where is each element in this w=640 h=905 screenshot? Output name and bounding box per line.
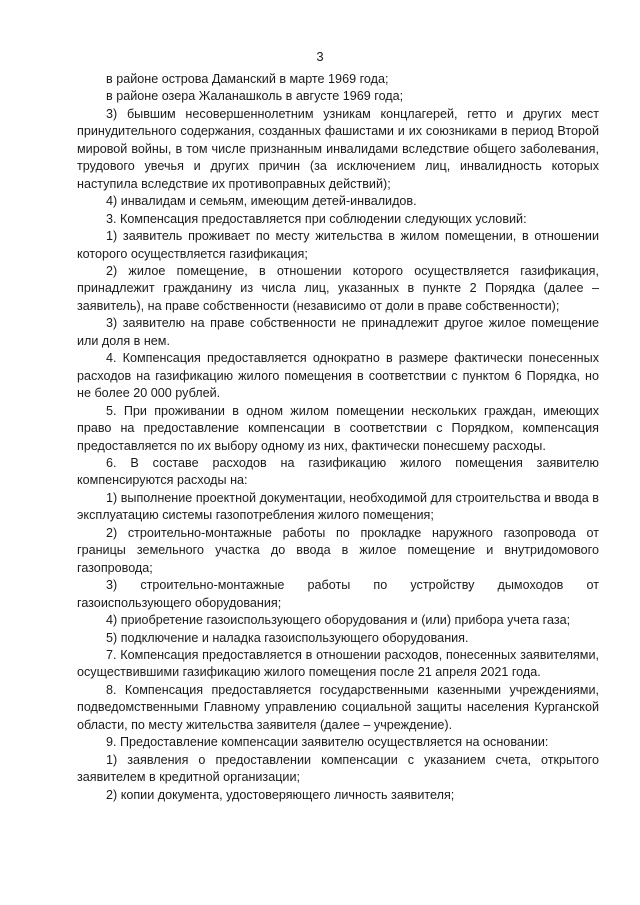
expense-2-gas-pipeline: 2) строительно-монтажные работы по прокладке наружного газопровода от границы земельного участка до ввода в жилое помещение и внутридомового газопровода; bbox=[77, 525, 599, 575]
list-item-concentration-camp-prisoners: 3) бывшим несовершеннолетним узникам концлагерей, гетто и других мест принудительного содержания, созданных фашистами и их союзниками в период Второй мировой войны, в том числе признанным инвалидами вследствие общего заболевания, трудового увечья и других причин (за исключением лиц, инвалидность которых наступила вследствие их противоправных действий); bbox=[77, 106, 599, 191]
condition-3-no-other-dwelling: 3) заявителю на праве собственности не принадлежит другое жилое помещение или доля в нем. bbox=[77, 316, 599, 348]
clause-9-grounds: 9. Предоставление компенсации заявителю осуществляется на основании: bbox=[106, 735, 549, 750]
ground-1-application: 1) заявления о предоставлении компенсации с указанием счета, открытого заявителем в кредитной организации; bbox=[77, 752, 599, 785]
clause-3-conditions: 3. Компенсация предоставляется при соблюдении следующих условий: bbox=[106, 211, 527, 226]
clause-5-multiple-residents: 5. При проживании в одном жилом помещении нескольких граждан, имеющих право на предоставление компенсации в соответствии с Порядком, компенсация предоставляется по их выбору одному из них, фактически понесшему расходы. bbox=[77, 403, 599, 453]
clause-4-amount: 4. Компенсация предоставляется однократно в размере фактически понесенных расходов на газификацию жилого помещения в соответствии с пунктом 6 Порядка, но не более 20 000 рублей. bbox=[77, 351, 599, 401]
expense-4-equipment: 4) приобретение газоиспользующего оборудования и (или) прибора учета газа; bbox=[106, 613, 571, 628]
condition-1-residence: 1) заявитель проживает по месту жительства в жилом помещении, в отношении которого осуществляется газификация; bbox=[77, 229, 599, 261]
list-item-zhalanashkol: в районе озера Жаланашколь в августе 1969 года; bbox=[106, 89, 404, 104]
clause-7-date-limit: 7. Компенсация предоставляется в отношении расходов, понесенных заявителями, осуществившими газификацию жилого помещения после 21 апреля 2021 года. bbox=[77, 647, 599, 680]
list-item-disabled-families: 4) инвалидам и семьям, имеющим детей-инвалидов. bbox=[106, 194, 417, 209]
clause-6-expenses: 6. В составе расходов на газификацию жилого помещения заявителю компенсируются расходы на: bbox=[77, 455, 599, 488]
list-item-damansky: в районе острова Даманский в марте 1969 года; bbox=[106, 72, 389, 86]
expense-3-chimneys: 3) строительно-монтажные работы по устройству дымоходов от газоиспользующего оборудования; bbox=[77, 578, 599, 610]
document-body bbox=[77, 71, 599, 804]
expense-5-connection: 5) подключение и наладка газоиспользующего оборудования. bbox=[106, 630, 469, 645]
ground-2-identity-document: 2) копии документа, удостоверяющего личность заявителя; bbox=[106, 787, 455, 802]
expense-1-project-documentation: 1) выполнение проектной документации, необходимой для строительства и ввода в эксплуатацию системы газопотребления жилого помещения; bbox=[77, 490, 599, 523]
condition-2-ownership: 2) жилое помещение, в отношении которого осуществляется газификация, принадлежит гражданину из числа лиц, указанных в пункте 2 Порядка (далее – заявитель), на праве собственности (независимо от доли в праве собственности); bbox=[77, 263, 599, 313]
page-number: 3 bbox=[316, 49, 324, 64]
clause-8-institutions: 8. Компенсация предоставляется государственными казенными учреждениями, подведомственными Главному управлению социальной защиты населения Курганской области, по месту жительства заявителя (далее – учреждение). bbox=[77, 682, 599, 732]
